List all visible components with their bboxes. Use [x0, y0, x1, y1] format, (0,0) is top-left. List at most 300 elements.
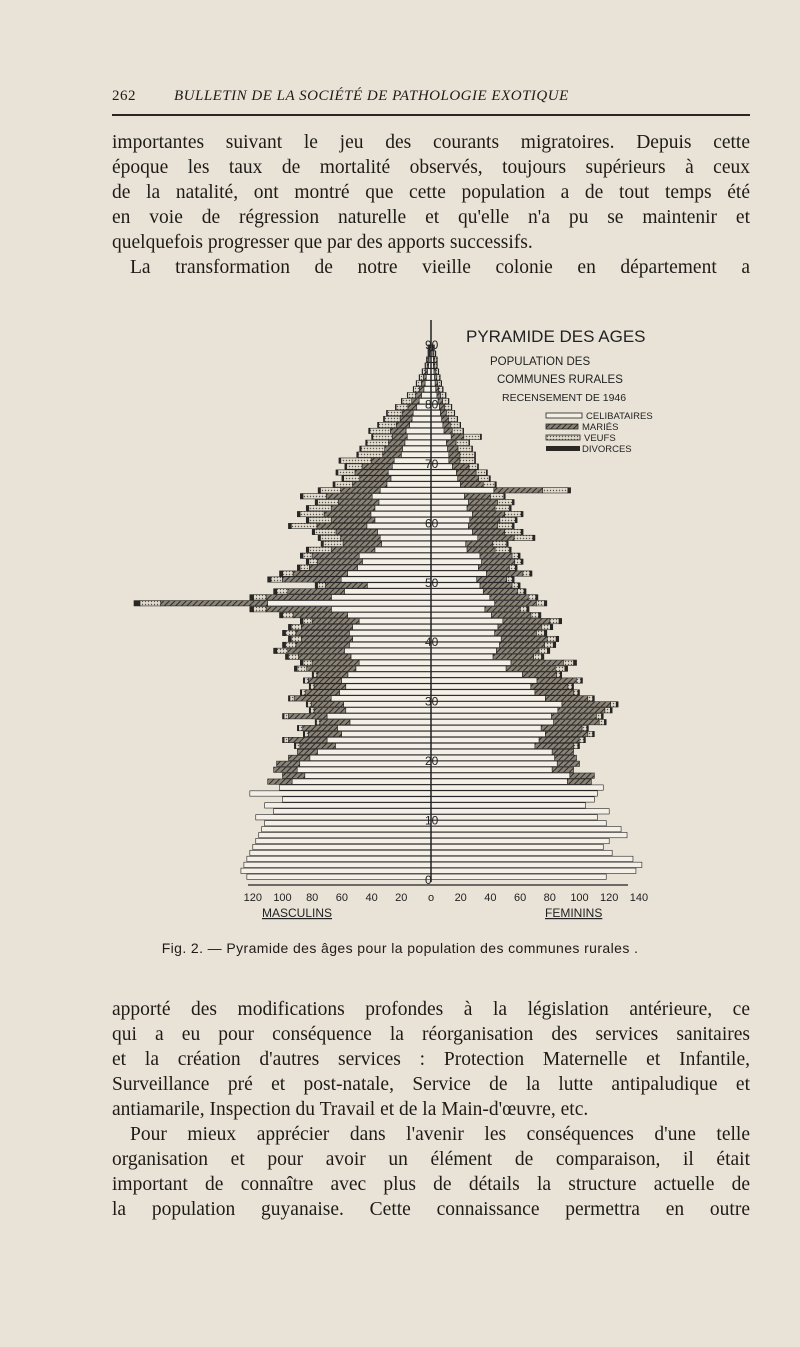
bar-male-age-84: [419, 375, 423, 380]
bar-male-age-61: [324, 511, 371, 516]
bar-female-age-82: [443, 387, 444, 392]
bar-male-age-55: [306, 547, 308, 552]
bar-male-age-18: [297, 767, 431, 772]
bar-female-age-18: [552, 767, 573, 772]
bar-male-age-17: [305, 773, 431, 778]
bar-female-age-53: [482, 559, 515, 564]
bar-male-age-72: [361, 446, 385, 451]
legend-swatch-divorces: [546, 446, 580, 451]
bar-male-age-31: [340, 690, 431, 695]
bar-male-age-80: [402, 399, 412, 404]
bar-female-age-64: [431, 494, 464, 499]
bar-male-age-40: [288, 636, 291, 641]
bar-female-age-61: [472, 511, 504, 516]
bar-female-age-32: [431, 684, 531, 689]
bar-female-age-45: [431, 607, 485, 612]
bar-female-age-39: [500, 642, 545, 647]
bar-female-age-34: [556, 672, 560, 677]
bar-male-age-72: [360, 446, 361, 451]
bar-male-age-26: [350, 720, 431, 725]
bar-male-age-77: [412, 416, 431, 421]
bar-male-age-7: [259, 832, 431, 837]
bar-male-age-50: [341, 577, 431, 582]
paragraph-bottom: [112, 997, 750, 1222]
bar-male-age-49: [317, 583, 325, 588]
bar-male-age-22: [335, 743, 431, 748]
age-tick-label: 10: [425, 813, 439, 828]
bar-female-age-16: [431, 779, 567, 784]
chart-subtitle-line: COMMUNES RURALES: [497, 374, 623, 386]
bar-male-age-28: [309, 708, 310, 713]
bar-male-age-63: [315, 500, 317, 505]
bar-male-age-46: [134, 601, 140, 606]
bar-male-age-71: [357, 452, 358, 457]
bar-male-age-16: [292, 779, 431, 784]
bar-female-age-75: [463, 428, 464, 433]
bar-female-age-29: [431, 702, 562, 707]
bar-female-age-40: [547, 636, 556, 641]
bar-male-age-79: [395, 404, 396, 409]
bar-male-age-82: [413, 387, 414, 392]
bar-female-age-47: [536, 595, 538, 600]
bar-female-age-37: [534, 654, 542, 659]
bar-male-age-50: [268, 577, 271, 582]
bar-female-age-57: [514, 535, 533, 540]
bar-female-age-52: [478, 565, 509, 570]
bar-male-age-85: [422, 369, 423, 374]
bar-female-age-44: [539, 613, 541, 618]
bar-male-age-57: [318, 535, 320, 540]
bar-female-age-26: [599, 720, 604, 725]
bar-female-age-50: [513, 577, 515, 582]
bar-female-age-29: [616, 702, 618, 707]
bar-female-age-75: [431, 428, 444, 433]
bar-female-age-1: [431, 868, 636, 873]
bar-male-age-62: [306, 506, 308, 511]
bar-female-age-36: [563, 660, 573, 665]
bar-male-age-19: [277, 761, 300, 766]
age-tick-label: 60: [425, 516, 439, 531]
bar-female-age-60: [470, 517, 500, 522]
bar-female-age-68: [486, 470, 487, 475]
bar-male-age-72: [385, 446, 403, 451]
bar-female-age-54: [512, 553, 518, 558]
bar-male-age-66: [335, 482, 353, 487]
bar-female-age-42: [431, 624, 498, 629]
bar-male-age-30: [331, 696, 431, 701]
bar-male-age-63: [338, 500, 379, 505]
bar-male-age-36: [300, 660, 303, 665]
bar-female-age-28: [605, 708, 610, 713]
bar-female-age-84: [437, 375, 440, 380]
bar-male-age-35: [307, 666, 356, 671]
bar-male-age-43: [312, 618, 359, 623]
bar-male-age-22: [300, 743, 336, 748]
bar-male-age-67: [360, 476, 391, 481]
bar-male-age-78: [402, 410, 413, 415]
bar-male-age-50: [282, 577, 341, 582]
bar-female-age-62: [431, 506, 467, 511]
age-tick-label: 30: [425, 694, 439, 709]
bar-female-age-41: [431, 630, 495, 635]
bar-male-age-35: [356, 666, 431, 671]
bar-male-age-24: [303, 731, 304, 736]
bar-female-age-63: [498, 500, 513, 505]
x-tick-labels: [244, 892, 648, 904]
bar-female-age-52: [515, 565, 517, 570]
bar-female-age-75: [452, 428, 463, 433]
bar-female-age-85: [438, 369, 439, 374]
bar-female-age-31: [535, 690, 574, 695]
bar-female-age-48: [483, 589, 517, 594]
bar-male-age-83: [416, 381, 421, 386]
bar-female-age-39: [431, 642, 500, 647]
chart-subtitle-line: RECENSEMENT DE 1946: [502, 392, 627, 404]
bar-male-age-69: [362, 464, 392, 469]
bar-male-age-28: [310, 708, 314, 713]
bar-female-age-63: [431, 500, 468, 505]
bar-male-age-3: [247, 856, 431, 861]
bar-female-age-81: [441, 393, 446, 398]
bar-male-age-4: [250, 850, 431, 855]
bar-female-age-76: [460, 422, 461, 427]
x-tick-label: 140: [629, 892, 649, 904]
bar-male-age-35: [297, 666, 307, 671]
bar-female-age-51: [523, 571, 530, 576]
bar-male-age-54: [359, 553, 431, 558]
bar-female-age-64: [504, 494, 505, 499]
bar-female-age-18: [431, 767, 552, 772]
bar-female-age-10: [431, 815, 597, 820]
x-tick-label: 120: [243, 892, 262, 904]
legend-swatch-maries: [546, 424, 578, 429]
bar-female-age-41: [545, 630, 547, 635]
bar-female-age-45: [520, 607, 527, 612]
bar-female-age-43: [550, 618, 559, 623]
bar-male-age-56: [323, 541, 343, 546]
bar-female-age-66: [431, 482, 460, 487]
bar-male-age-70: [371, 458, 394, 463]
bar-male-age-66: [333, 482, 335, 487]
bar-female-age-67: [458, 476, 479, 481]
bar-male-age-84: [423, 375, 426, 380]
bar-male-age-57: [320, 535, 340, 540]
bar-female-age-21: [552, 749, 573, 754]
bar-female-age-78: [446, 410, 454, 415]
bar-male-age-25: [297, 725, 298, 730]
bar-male-age-20: [288, 755, 309, 760]
bar-male-age-53: [362, 559, 431, 564]
bar-female-age-74: [451, 434, 464, 439]
bar-male-age-56: [382, 541, 431, 546]
bar-female-age-46: [431, 601, 495, 606]
bar-female-age-4: [431, 850, 612, 855]
paragraph-top: [112, 130, 750, 280]
bar-male-age-29: [344, 702, 431, 707]
bar-male-age-34: [312, 672, 313, 677]
bar-female-age-59: [513, 523, 515, 528]
bar-female-age-78: [454, 410, 455, 415]
bar-male-age-87: [427, 357, 428, 362]
bar-female-age-34: [522, 672, 556, 677]
bar-male-age-46: [140, 601, 161, 606]
bar-male-age-76: [379, 422, 397, 427]
bar-male-age-74: [372, 434, 373, 439]
bar-male-age-49: [326, 583, 368, 588]
bar-female-age-56: [466, 541, 493, 546]
bar-female-age-56: [431, 541, 466, 546]
bar-female-age-23: [431, 737, 539, 742]
bar-male-age-70: [341, 458, 371, 463]
bar-female-age-55: [510, 547, 512, 552]
bar-male-age-58: [336, 529, 378, 534]
bar-male-age-58: [312, 529, 314, 534]
bar-male-age-59: [288, 523, 291, 528]
age-tick-label: 0: [425, 873, 432, 887]
bar-female-age-33: [537, 678, 576, 683]
bar-female-age-3: [431, 856, 633, 861]
bar-male-age-5: [253, 844, 431, 849]
bar-male-age-71: [358, 452, 383, 457]
bar-male-age-33: [308, 678, 341, 683]
bar-male-age-45: [253, 607, 266, 612]
bar-female-age-43: [431, 618, 503, 623]
bar-female-age-75: [444, 428, 452, 433]
bar-female-age-30: [431, 696, 545, 701]
legend-label: VEUFS: [584, 433, 616, 444]
bar-male-age-55: [375, 547, 431, 552]
bar-female-age-83: [441, 381, 442, 386]
bar-female-age-32: [531, 684, 568, 689]
bar-female-age-32: [572, 684, 573, 689]
masculins-label: MASCULINS: [262, 906, 333, 920]
bar-male-age-47: [331, 595, 431, 600]
bar-female-age-62: [495, 506, 509, 511]
bar-female-age-47: [490, 595, 528, 600]
bar-male-age-48: [274, 589, 277, 594]
bar-male-age-32: [314, 684, 346, 689]
bar-female-age-66: [495, 482, 496, 487]
bar-male-age-27: [327, 714, 431, 719]
bar-male-age-48: [288, 589, 345, 594]
bar-female-age-27: [552, 714, 597, 719]
bar-male-age-53: [306, 559, 308, 564]
bar-male-age-43: [303, 618, 312, 623]
bar-male-age-1: [241, 868, 431, 873]
bar-female-age-28: [558, 708, 605, 713]
bar-male-age-39: [349, 642, 431, 647]
bar-female-age-62: [510, 506, 512, 511]
bar-male-age-73: [405, 440, 431, 445]
bar-male-age-51: [293, 571, 348, 576]
bar-male-age-72: [402, 446, 431, 451]
bar-male-age-12: [265, 803, 431, 808]
bar-female-age-72: [472, 446, 473, 451]
bar-female-age-42: [550, 624, 552, 629]
bar-male-age-59: [367, 523, 431, 528]
bar-male-age-28: [346, 708, 431, 713]
bar-male-age-52: [357, 565, 431, 570]
bar-male-age-68: [338, 470, 355, 475]
bar-female-age-30: [593, 696, 595, 701]
bar-female-age-62: [467, 506, 495, 511]
bar-female-age-73: [446, 440, 456, 445]
bar-male-age-66: [387, 482, 431, 487]
page-number: 262: [112, 88, 136, 104]
bar-female-age-44: [491, 613, 531, 618]
bar-male-age-81: [407, 393, 408, 398]
bar-female-age-71: [449, 452, 460, 457]
bar-male-age-80: [401, 399, 402, 404]
bar-male-age-33: [342, 678, 431, 683]
bar-female-age-27: [596, 714, 601, 719]
bar-male-age-54: [300, 553, 303, 558]
bar-male-age-82: [424, 387, 431, 392]
bar-female-age-84: [435, 375, 437, 380]
bar-male-age-65: [320, 488, 340, 493]
bar-female-age-24: [545, 731, 587, 736]
bar-male-age-39: [283, 642, 286, 647]
bar-male-age-25: [299, 725, 303, 730]
bar-female-age-15: [431, 785, 603, 790]
bar-male-age-23: [284, 737, 288, 742]
bar-female-age-9: [431, 821, 606, 826]
bar-male-age-65: [380, 488, 431, 493]
bar-female-age-87: [437, 357, 438, 362]
bar-female-age-13: [431, 797, 594, 802]
bar-female-age-53: [515, 559, 521, 564]
bar-female-age-79: [445, 404, 452, 409]
bar-male-age-36: [359, 660, 431, 665]
bar-male-age-23: [283, 737, 284, 742]
bar-male-age-80: [412, 399, 419, 404]
bar-male-age-59: [291, 523, 317, 528]
bar-female-age-51: [431, 571, 487, 576]
bar-female-age-33: [576, 678, 581, 683]
bar-female-age-33: [581, 678, 583, 683]
bar-female-age-25: [582, 725, 587, 730]
x-tick-label: 20: [395, 892, 408, 904]
bar-female-age-65: [494, 488, 543, 493]
age-tick-label: 90: [425, 338, 439, 352]
bar-male-age-27: [283, 714, 284, 719]
bar-female-age-86: [437, 363, 438, 368]
bar-female-age-49: [480, 583, 512, 588]
bar-female-age-50: [477, 577, 507, 582]
legend-label: MARIÉS: [582, 422, 619, 433]
bar-male-age-33: [303, 678, 304, 683]
bar-female-age-24: [593, 731, 595, 736]
bar-female-age-67: [431, 476, 458, 481]
text-line: importantes suivant le jeu des courants migratoires. Depuis cette: [112, 132, 750, 153]
bar-male-age-33: [305, 678, 309, 683]
running-head: [112, 88, 750, 110]
bar-male-age-0: [247, 874, 431, 879]
x-tick-label: 120: [600, 892, 619, 904]
bar-female-age-72: [448, 446, 458, 451]
bar-male-age-30: [290, 696, 294, 701]
bar-male-age-64: [300, 494, 303, 499]
bar-female-age-47: [431, 595, 490, 600]
text-line: La transformation de notre vieille colonie en département a: [130, 257, 750, 278]
bar-male-age-18: [274, 767, 298, 772]
bar-male-age-9: [265, 821, 431, 826]
x-tick-label: 80: [543, 892, 556, 904]
bar-male-age-41: [285, 630, 295, 635]
bar-male-age-44: [283, 613, 294, 618]
bar-female-age-53: [431, 559, 482, 564]
bar-female-age-43: [559, 618, 562, 623]
bar-male-age-75: [370, 428, 391, 433]
bar-male-age-21: [297, 749, 317, 754]
bar-male-age-58: [315, 529, 336, 534]
bar-male-age-61: [371, 511, 431, 516]
x-tick-label: 100: [570, 892, 589, 904]
bar-female-age-66: [460, 482, 483, 487]
bar-male-age-30: [294, 696, 331, 701]
bar-female-age-52: [509, 565, 515, 570]
bar-female-age-83: [438, 381, 441, 386]
bar-female-age-59: [468, 523, 497, 528]
bar-male-age-64: [303, 494, 327, 499]
bar-female-age-76: [443, 422, 450, 427]
bar-male-age-69: [347, 464, 363, 469]
bar-male-age-79: [396, 404, 408, 409]
bar-male-age-29: [308, 702, 312, 707]
bar-female-age-34: [560, 672, 561, 677]
bar-female-age-61: [521, 511, 523, 516]
bar-male-age-16: [268, 779, 293, 784]
age-tick-label: 80: [425, 397, 439, 412]
bar-male-age-43: [300, 618, 303, 623]
bar-male-age-30: [288, 696, 289, 701]
bar-female-age-19: [557, 761, 579, 766]
bar-male-age-41: [296, 630, 349, 635]
bar-female-age-85: [436, 369, 438, 374]
chart-subtitle-line: POPULATION DES: [490, 356, 591, 368]
bar-female-age-73: [469, 440, 470, 445]
bar-female-age-68: [476, 470, 486, 475]
legend-label: DIVORCES: [582, 444, 632, 455]
bar-male-age-60: [309, 517, 331, 522]
bar-female-age-32: [568, 684, 572, 689]
bar-male-age-41: [349, 630, 431, 635]
bar-female-age-25: [541, 725, 582, 730]
bar-male-age-34: [313, 672, 317, 677]
bar-male-age-31: [300, 690, 301, 695]
bar-female-age-17: [431, 773, 570, 778]
bar-male-age-39: [285, 642, 295, 647]
bar-male-age-23: [327, 737, 431, 742]
bar-female-age-49: [512, 583, 518, 588]
bar-male-age-31: [306, 690, 340, 695]
bar-male-age-8: [262, 827, 431, 832]
bar-female-age-57: [478, 535, 514, 540]
bar-female-age-72: [458, 446, 472, 451]
bar-male-age-78: [387, 410, 402, 415]
bar-male-age-19: [300, 761, 431, 766]
bar-male-age-60: [306, 517, 308, 522]
bar-male-age-37: [285, 654, 288, 659]
bar-female-age-80: [448, 399, 449, 404]
bar-male-age-83: [416, 381, 417, 386]
bar-female-age-35: [431, 666, 506, 671]
bar-male-age-63: [317, 500, 338, 505]
bar-male-age-56: [343, 541, 381, 546]
bar-male-age-35: [294, 666, 297, 671]
bar-male-age-53: [309, 559, 318, 564]
age-pyramid-chart: [0, 300, 800, 940]
